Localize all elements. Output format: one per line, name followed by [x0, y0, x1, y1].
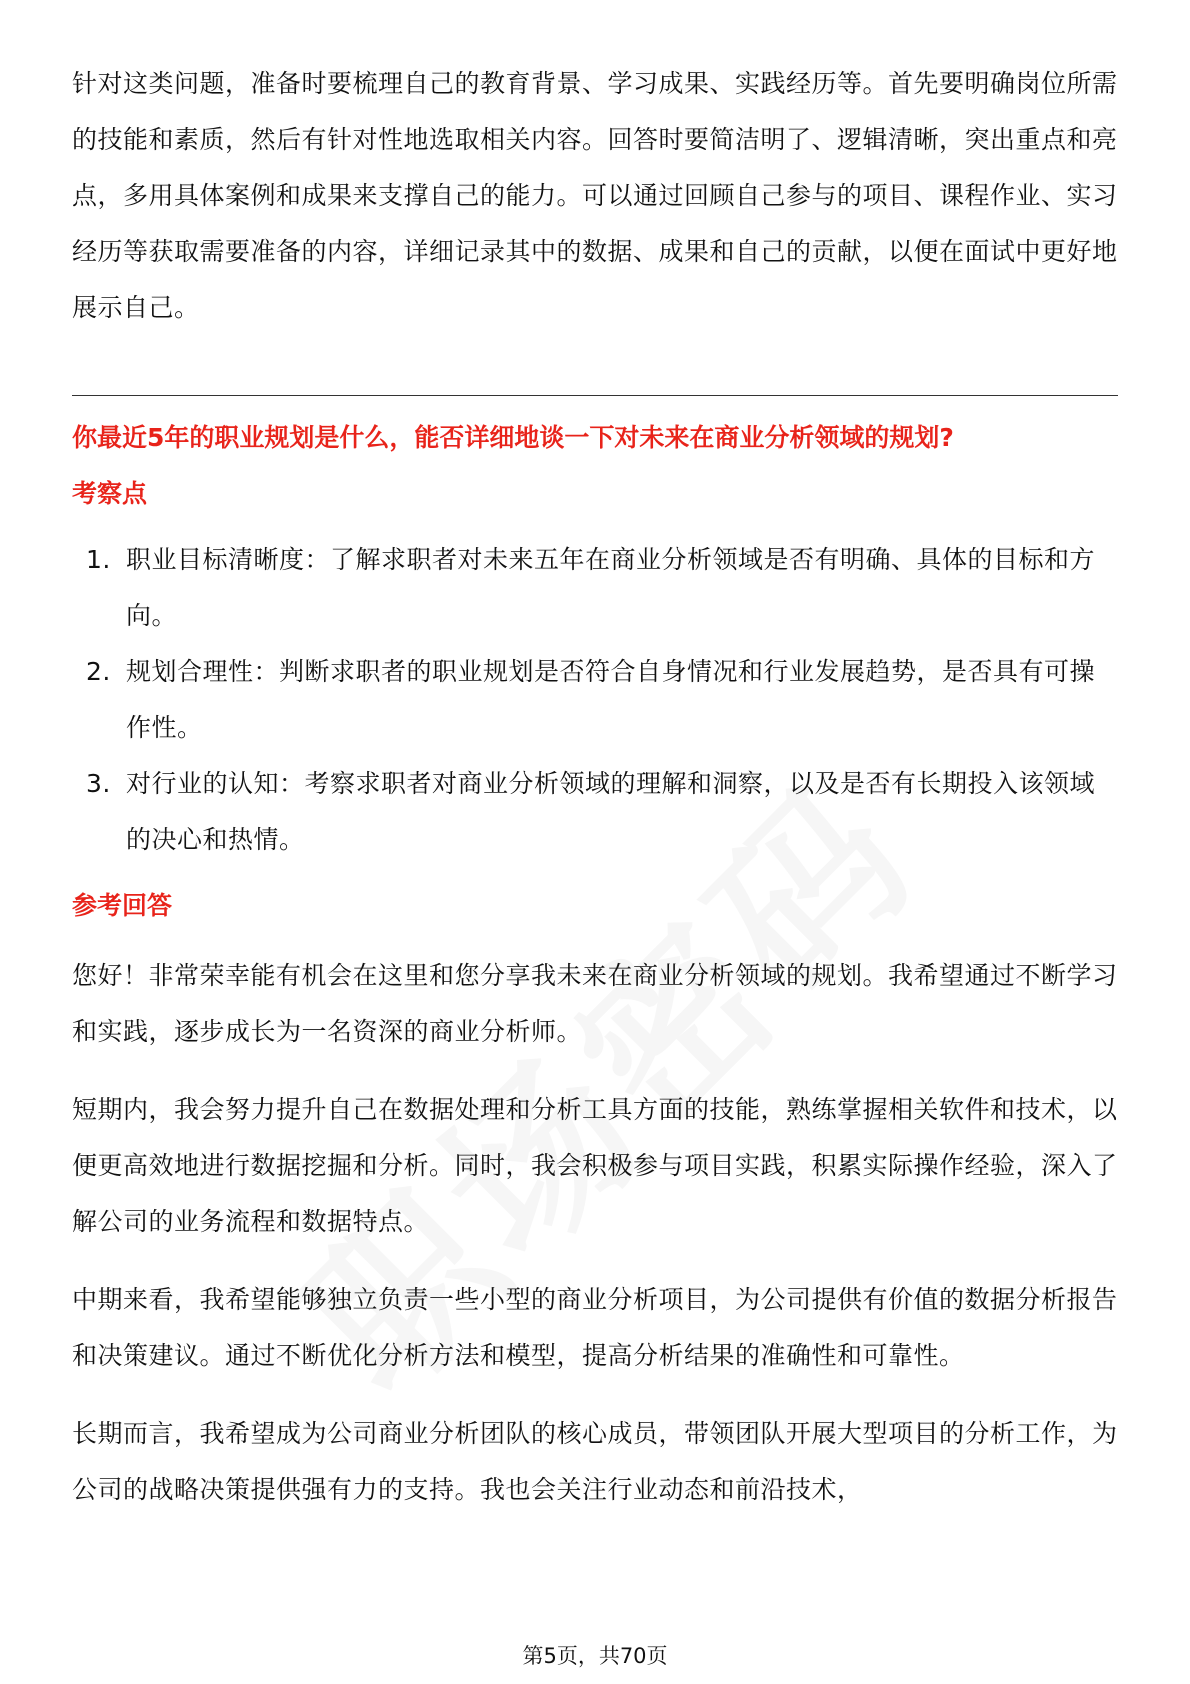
question-title: 你最近5年的职业规划是什么，能否详细地谈一下对未来在商业分析领域的规划?	[72, 423, 954, 452]
answer-paragraph: 您好！非常荣幸能有机会在这里和您分享我未来在商业分析领域的规划。我希望通过不断学习和实践，逐步成长为一名资深的商业分析师。	[72, 961, 1118, 1046]
points-heading: 考察点	[72, 479, 148, 508]
list-item	[72, 532, 1118, 644]
list-item-text: 规划合理性：判断求职者的职业规划是否符合自身情况和行业发展趋势，是否具有可操作性。	[126, 657, 1096, 742]
list-item-number: 3.	[86, 769, 111, 798]
list-item-number: 2.	[86, 657, 111, 686]
points-list	[72, 532, 1118, 868]
list-item-text: 对行业的认知：考察求职者对商业分析领域的理解和洞察，以及是否有长期投入该领域的决心和热情。	[126, 769, 1096, 854]
intro-section	[72, 56, 1118, 336]
list-item-text: 职业目标清晰度：了解求职者对未来五年在商业分析领域是否有明确、具体的目标和方向。	[126, 545, 1096, 630]
answer-paragraph: 中期来看，我希望能够独立负责一些小型的商业分析项目，为公司提供有价值的数据分析报告和决策建议。通过不断优化分析方法和模型，提高分析结果的准确性和可靠性。	[72, 1285, 1118, 1370]
answer-paragraph: 长期而言，我希望成为公司商业分析团队的核心成员，带领团队开展大型项目的分析工作，为公司的战略决策提供强有力的支持。我也会关注行业动态和前沿技术，	[72, 1419, 1118, 1504]
page-number: 第5页，共70页	[522, 1644, 668, 1668]
section-divider	[72, 395, 1118, 396]
list-item	[72, 756, 1118, 868]
list-item-number: 1.	[86, 545, 111, 574]
answer-heading: 参考回答	[72, 891, 173, 920]
list-item	[72, 644, 1118, 756]
question-section	[72, 410, 1118, 1518]
answer-paragraph: 短期内，我会努力提升自己在数据处理和分析工具方面的技能，熟练掌握相关软件和技术，以便更高效地进行数据挖掘和分析。同时，我会积极参与项目实践，积累实际操作经验，深入了解公司的业务流程和数据特点。	[72, 1095, 1118, 1236]
intro-paragraph: 针对这类问题，准备时要梳理自己的教育背景、学习成果、实践经历等。首先要明确岗位所需的技能和素质，然后有针对性地选取相关内容。回答时要简洁明了、逻辑清晰，突出重点和亮点，多用具体案例和成果来支撑自己的能力。可以通过回顾自己参与的项目、课程作业、实习经历等获取需要准备的内容，详细记录其中的数据、成果和自己的贡献，以便在面试中更好地展示自己。	[72, 69, 1118, 322]
